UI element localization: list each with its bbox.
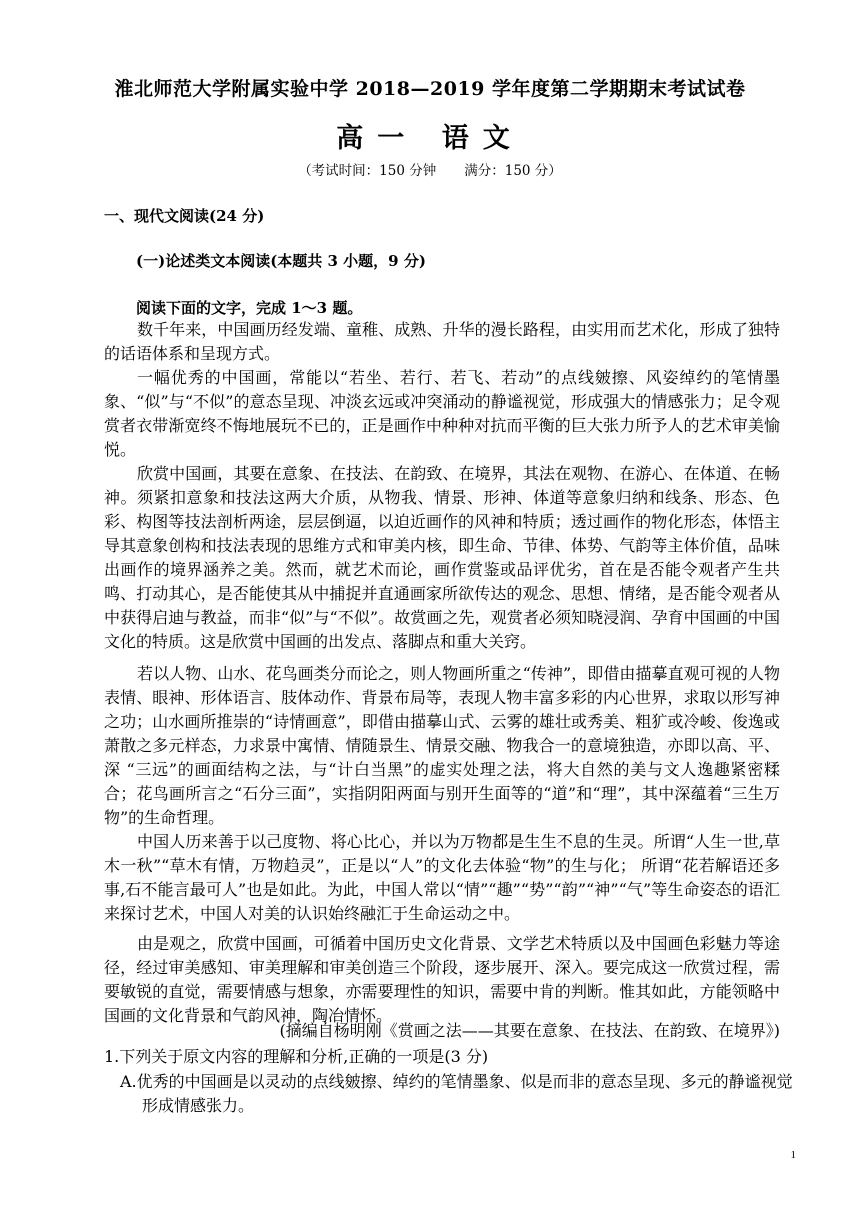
- article-paragraph: 由是观之，欣赏中国画，可循着中国历史文化背景、文学艺术特质以及中国画色彩魅力等途径，经过审美感知、审美理解和审美创造三个阶段，逐步展开、深入。要完成这一欣赏过程，需要敏锐的直觉，需要情感与想象，亦需要理性的知识，需要中肯的判断。惟其如此，方能领略中国画的文化背景和气韵风神，陶冶情怀。: [104, 934, 780, 1025]
- article-paragraph: 中国人历来善于以己度物、将心比心，并以为万物都是生生不息的生灵。所谓“人生一世,草木一秋”“草木有情，万物趋灵”，正是以“人”的文化去体验“物”的生与化； 所谓“花若解语还多事,石不能言最可人”也是如此。为此，中国人常以“情”“趣”“势”“韵”“神”“气”等生命姿态的语汇来探讨艺术，中国人对美的认识始终融汇于生命运动之中。: [104, 832, 780, 923]
- full-score: 满分：150 分）: [464, 163, 562, 179]
- article-paragraph: 一幅优秀的中国画，常能以“若坐、若行、若飞、若动”的点线皴擦、风姿绰约的笔情墨象、“似”与“不似”的意态呈现、冲淡玄远或冲突涌动的静谧视觉，形成强大的情感张力；足令观赏者衣带渐宽终不悔地展玩不已的，正是画作中种种对抗而平衡的巨大张力所予人的艺术审美愉悦。: [104, 368, 780, 459]
- article-paragraph: 若以人物、山水、花鸟画类分而论之，则人物画所重之“传神”，即借由描摹直观可视的人物表情、眼神、形体语言、肢体动作、背景布局等，表现人物丰富多彩的内心世界，求取以形写神之功；山水画所推崇的“诗情画意”，即借由描摹山式、云雾的雄壮或秀美、粗犷或冷峻、俊逸或萧散之多元样态，力求景中寓情、情随景生、情景交融、物我合一的意境独造，亦即以高、平、深 “三远”的画面结构之法，与“计白当黑”的虚实处理之法，将大自然的美与文人逸趣紧密糅合；花鸟画所言之“石分三面”，实指阴阳两面与别开生面等的“道”和“理”，其中深蕴着“三生万物”的生命哲理。: [104, 664, 780, 827]
- question-option-a: A.优秀的中国画是以灵动的点线皴擦、绰约的笔情墨象、似是而非的意态呈现、多元的静谧视觉形成情感张力。: [120, 1072, 793, 1115]
- article-paragraph: 数千年来，中国画历经发端、童稚、成熟、升华的漫长路程，由实用而艺术化，形成了独特的话语体系和呈现方式。: [104, 320, 780, 363]
- exam-meta: [0, 160, 860, 182]
- subject-title: 高一 语文: [336, 123, 524, 154]
- article-paragraph: 欣赏中国画，其要在意象、在技法、在韵致、在境界，其法在观物、在游心、在体道、在畅神。须紧扣意象和技法这两大介质，从物我、情景、形神、体道等意象归纳和线条、形态、色彩、构图等技法剖析两途，层层倒逼，以迫近画作的风神和特质；透过画作的物化形态，体悟主导其意象创构和技法表现的思维方式和审美内核，即生命、节律、体势、气韵等主体价值，品味出画作的境界涵养之美。然而，就艺术而论，画作赏鉴或品评优劣，首在是否能令观者产生共鸣、打动其心，是否能使其从中捕捉并直通画家所欲传达的观念、思想、情绪，是否能令观者从中获得启迪与教益，而非“似”与“不似”。故赏画之先，观赏者必须知晓浸润、孕育中国画的中国文化的特质。这是欣赏中国画的出发点、落脚点和重大关窍。: [104, 464, 780, 651]
- article-source: (摘编自杨明刚《赏画之法——其要在意象、在技法、在韵致、在境界》): [279, 1021, 780, 1040]
- question-stem: 1.下列关于原文内容的理解和分析,正确的一项是(3 分): [104, 1047, 489, 1066]
- page-number: 1: [790, 1149, 796, 1161]
- section-heading: 一、现代文阅读(24 分): [104, 207, 265, 225]
- exam-time: （考试时间：150 分钟: [298, 163, 437, 179]
- exam-title: 淮北师范大学附属实验中学 2018—2019 学年度第二学期期末考试试卷: [114, 78, 746, 100]
- reading-instruction: 阅读下面的文字，完成 1～3 题。: [136, 299, 363, 317]
- subsection-heading: (一)论述类文本阅读(本题共 3 小题，9 分): [136, 252, 426, 270]
